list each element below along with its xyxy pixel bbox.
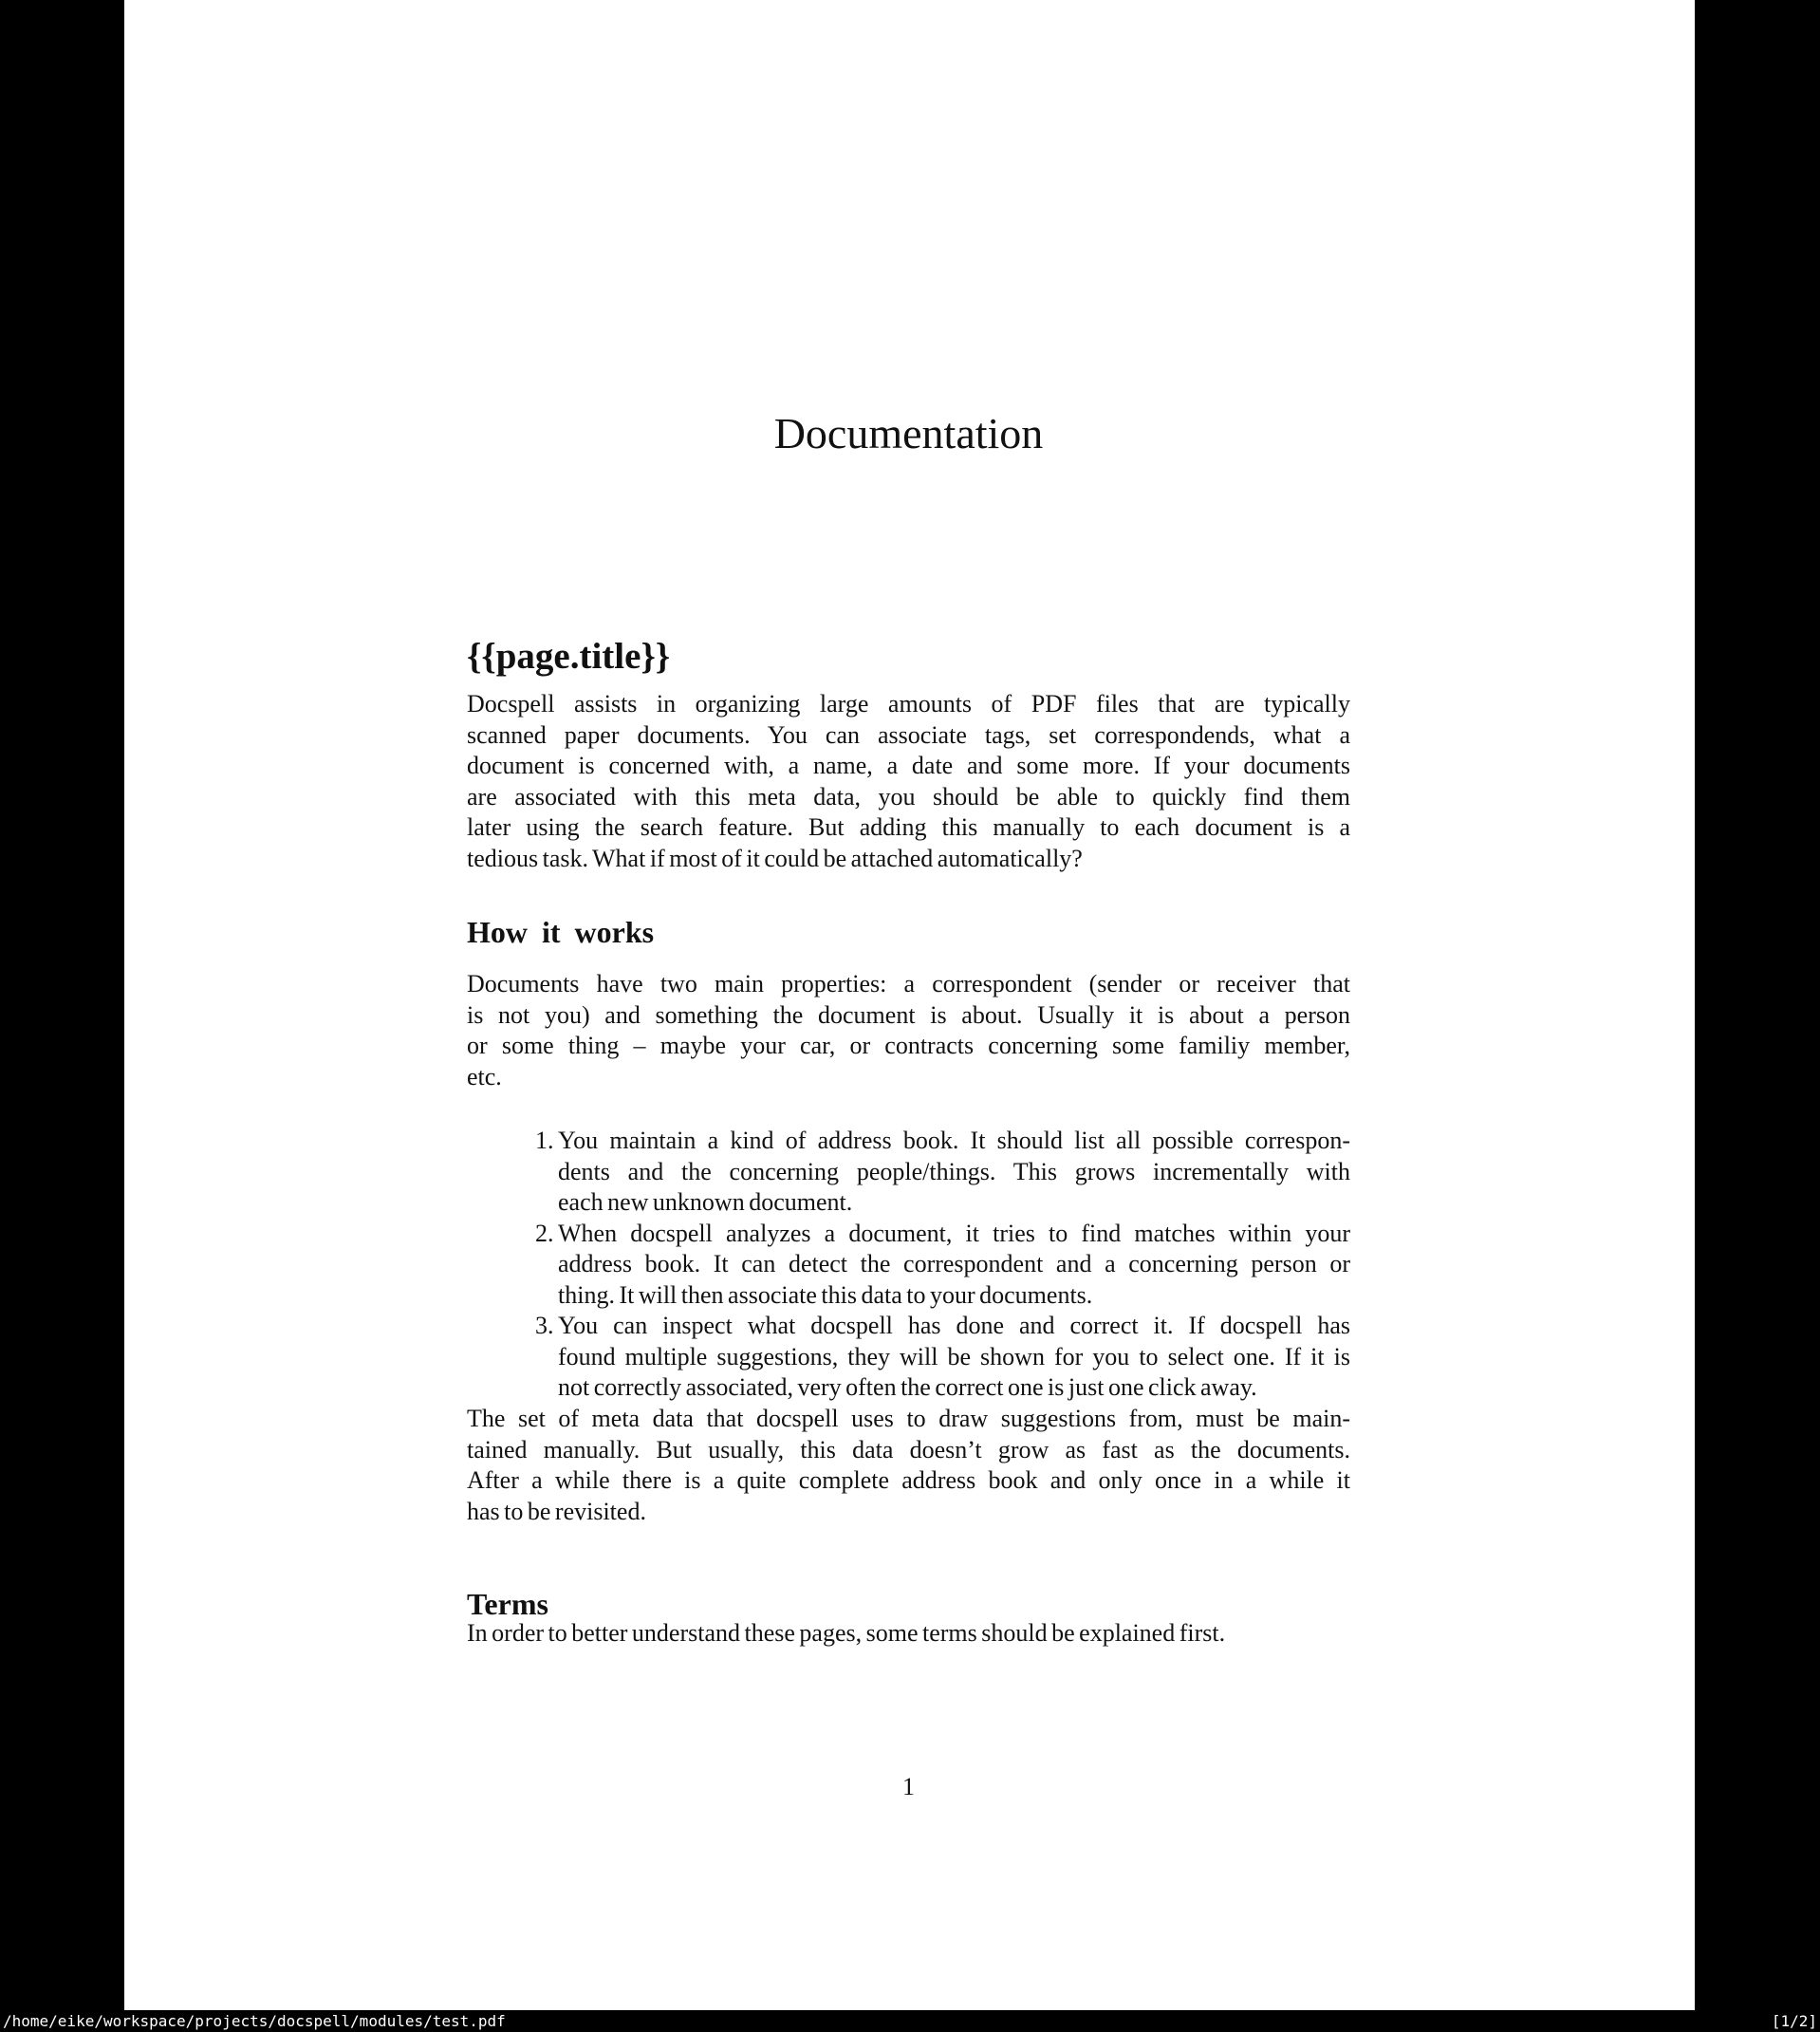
paragraph-intro: Docspell assists in organizing large amounts of PDF files that are typically scanned paper documents. You can associate tags, set correspondends, what a document is concerned with, a name, a date and some more. If your documents are associated with this meta data, you should be able to quickly find them later using the search feature. But adding this manually to each document is a tedious task. What if most of it could be attached automatically? — [467, 690, 1350, 872]
status-bar — [0, 2010, 1820, 2032]
status-file-path: /home/eike/workspace/projects/docspell/modules/test.pdf — [3, 2012, 506, 2030]
section-heading-page-title: {{page.title}} — [467, 636, 671, 677]
pdf-page — [124, 0, 1695, 2010]
list-item-analyze: 2. When docspell analyzes a document, it tries to find matches within your address book. It can detect the correspondent and a concerning person or thing. It will then associate this data to your documents. — [558, 1219, 1350, 1312]
status-page-indicator: [1/2] — [1771, 2012, 1817, 2030]
paragraph-meta-data: The set of meta data that docspell uses to draw suggestions from, must be main- tained manually. But usually, this data doesn’t grow as fast as the documents. After a while there is a quite complete address book and only once in a while it has to be revisited. — [467, 1405, 1350, 1525]
document-title: Documentation — [773, 409, 1044, 457]
subsection-heading-terms: Terms — [467, 1587, 548, 1621]
paragraph-how-it-works: Documents have two main properties: a correspondent (sender or receiver that is not you) and something the document is about. Usually it is about a person or some thing – maybe your car, or contracts concerning some familiy member, etc. — [467, 970, 1350, 1091]
paragraph-terms-intro: In order to better understand these pages, some terms should be explained first. — [467, 1619, 1226, 1647]
page-number: 1 — [902, 1773, 915, 1800]
list-item-address-book: 1. You maintain a kind of address book. It should list all possible correspon- dents and the concerning people/things. This grows incrementally with each new unknown document. — [558, 1126, 1350, 1219]
subsection-heading-how-it-works: How it works — [467, 915, 655, 949]
numbered-list — [467, 1126, 1350, 1404]
list-item-inspect: 3. You can inspect what docspell has done and correct it. If docspell has found multiple suggestions, they will be shown for you to select one. If it is not correctly associated, very often the correct one is just one click away. — [558, 1311, 1350, 1404]
